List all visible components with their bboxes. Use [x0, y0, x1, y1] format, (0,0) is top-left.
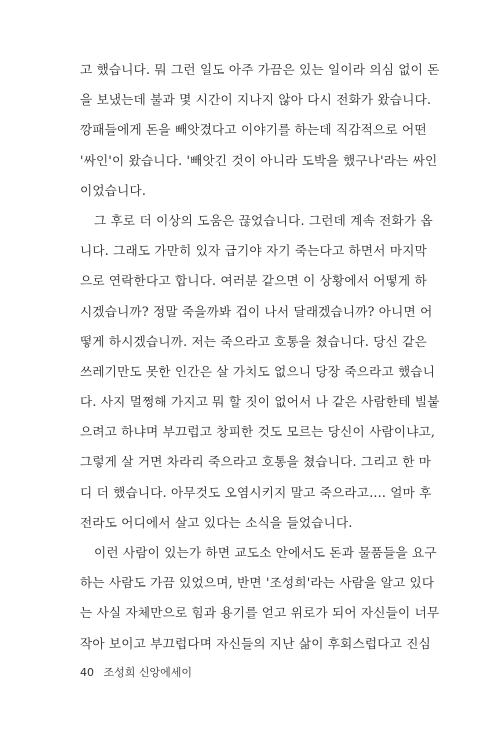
text-line: '싸인'이 왔습니다. '빼앗긴 것이 아니라 도박을 했구나'라는 싸인: [80, 152, 438, 168]
text-line: 니다. 그래도 가만히 있자 급기야 자기 죽는다고 하면서 마지막: [80, 243, 427, 259]
text-line: 작아 보이고 부끄럽다며 자신들의 지난 삶이 후회스럽다고 진심: [80, 635, 431, 651]
text-line: 이런 사람이 있는가 하면 교도소 안에서도 돈과 물품들을 요구: [94, 545, 437, 560]
paragraph: [80, 55, 440, 206]
text-line: 을 보냈는데 불과 몇 시간이 지나지 않아 다시 전화가 왔습니다.: [80, 92, 432, 108]
text-line: 전라도 어디에서 살고 있다는 소식을 들었습니다.: [80, 514, 353, 530]
paragraph: [80, 206, 440, 538]
text-line: 으로 연락한다고 합니다. 여러분 같으면 이 상황에서 어떻게 하: [80, 273, 427, 289]
text-line: 는 사실 자체만으로 힘과 용기를 얻고 위로가 되어 자신들이 너무: [80, 605, 440, 621]
text-line: 시겠습니까? 정말 죽을까봐 겁이 나서 달래겠습니까? 아니면 어: [80, 303, 433, 319]
paragraph: [80, 538, 440, 659]
text-line: 떻게 하시겠습니까. 저는 죽으라고 호통을 쳤습니다. 당신 같은: [80, 333, 427, 349]
text-line: 다. 사지 멀쩡해 가지고 뭐 할 짓이 없어서 나 같은 사람한테 빌붙: [80, 394, 440, 410]
text-line: 그 후로 더 이상의 도움은 끊었습니다. 그런데 계속 전화가 옵: [94, 212, 433, 228]
text-line: 이었습니다.: [80, 182, 147, 198]
page-number: 40: [80, 666, 94, 679]
text-line: 으려고 하냐며 부끄럽고 창피한 것도 모르는 당신이 사람이냐고,: [80, 424, 436, 440]
text-line: 하는 사람도 가끔 있었으며, 반면 '조성희'라는 사람을 알고 있다: [80, 575, 435, 591]
text-line: 고 했습니다. 뭐 그런 일도 아주 가끔은 있는 일이라 의심 없이 돈: [80, 62, 440, 77]
book-title: 조성희 신앙에세이: [103, 666, 193, 679]
text-line: 그렇게 살 거면 차라리 죽으라고 호통을 쳤습니다. 그리고 한 마: [80, 454, 432, 470]
text-line: 디 더 했습니다. 아무것도 오염시키지 말고 죽으라고…. 얼마 후: [80, 484, 432, 500]
text-line: 깡패들에게 돈을 빼앗겼다고 이야기를 하는데 직감적으로 어떤: [80, 122, 427, 138]
body-text: [80, 55, 440, 659]
text-line: 쓰레기만도 못한 인간은 살 가치도 없으니 당장 죽으라고 했습니: [80, 363, 436, 379]
page-footer: [80, 664, 192, 680]
